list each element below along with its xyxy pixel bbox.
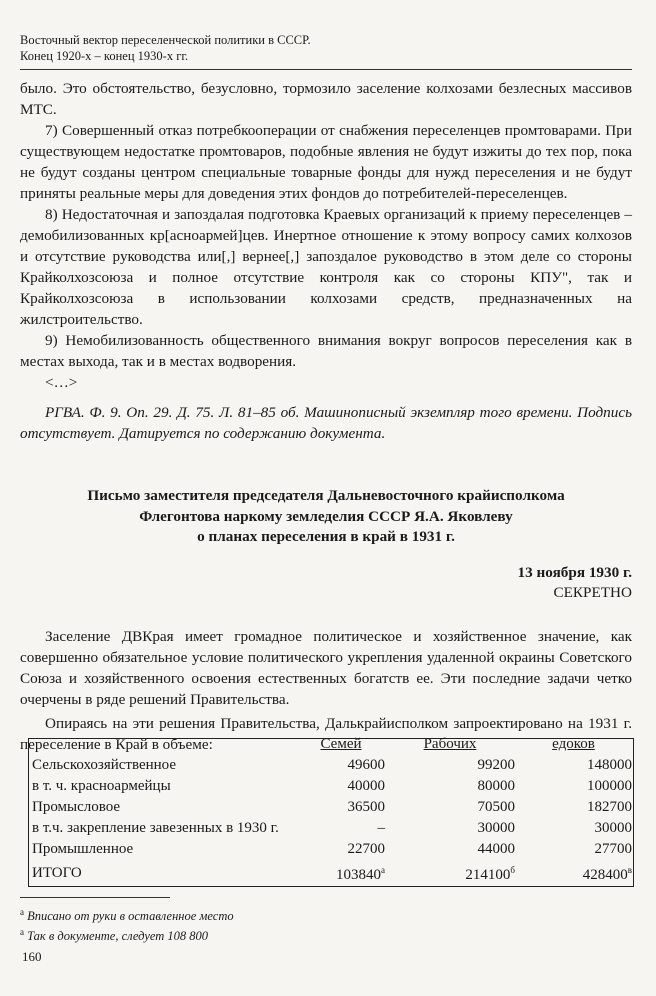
- header-line-1: Восточный вектор переселенческой политики в СССР.: [20, 33, 311, 47]
- row-label: Промысловое: [32, 799, 121, 815]
- cell-families: 36500: [347, 799, 385, 815]
- cell-workers: 30000: [477, 820, 515, 836]
- list-item-9: 9) Немобилизованность общественного внимания вокруг вопросов переселения как в местах выхода, так и в местах водворения.: [20, 332, 632, 370]
- letter-paragraph-2: Опираясь на эти решения Правительства, Далькрайисполком запроектировано на 1931 г. переселение в Край в объеме:: [20, 715, 632, 753]
- table-header-row: [32, 734, 632, 755]
- title-line-2: Флегонтова наркому земледелия СССР Я.А. Яковлеву: [139, 507, 513, 525]
- classification-mark: СЕКРЕТНО: [553, 584, 632, 601]
- ellipsis: <…>: [45, 374, 78, 391]
- archival-source: РГВА. Ф. 9. Оп. 29. Д. 75. Л. 81–85 об. Машинописный экземпляр того времени. Подпись отсутствует. Датируется по содержанию документа.: [20, 404, 632, 442]
- table-row: [32, 755, 632, 776]
- table-total-row: [32, 860, 632, 886]
- total-families: $103840^а$: [336, 865, 385, 883]
- total-label: ИТОГО: [32, 864, 82, 881]
- col-header-families: Семей: [320, 736, 362, 752]
- table-row: [32, 797, 632, 818]
- cell-workers: 80000: [477, 778, 515, 794]
- footnote: $^а$ Вписано от руки в оставленное место: [20, 907, 234, 924]
- col-header-workers: Рабочих: [423, 736, 477, 752]
- document-title: [20, 486, 632, 548]
- resettlement-table: [32, 734, 632, 886]
- page-number: 160: [22, 949, 42, 964]
- cell-eaters: 100000: [587, 778, 632, 794]
- table-row: [32, 818, 632, 839]
- letter-paragraph-1: Заселение ДВКрая имеет громадное политическое и хозяйственное значение, как совершенно обязательное условие политического укрепления удаленной окраины Советского Союза и хозяйственного освоения естественных богатств ее. Эти последние задачи четко очерчены в ряде решений Правительства.: [20, 628, 632, 708]
- header-rule: [20, 69, 632, 70]
- continuation-paragraph: было. Это обстоятельство, безусловно, тормозило заселение колхозами безлесных массивов МТС.: [20, 80, 632, 118]
- header-line-2: Конец 1920-х – конец 1930-х гг.: [20, 49, 189, 63]
- row-label: в т.ч. закрепление завезенных в 1930 г.: [32, 820, 279, 836]
- running-header: [20, 32, 311, 64]
- footnote-rule: [20, 897, 170, 898]
- document-date: 13 ноября 1930 г.: [517, 564, 632, 581]
- cell-eaters: 182700: [587, 799, 632, 815]
- footnotes: [20, 904, 234, 944]
- body-text-top: [20, 78, 632, 444]
- date-block: [518, 563, 632, 603]
- cell-workers: 99200: [477, 757, 515, 773]
- cell-eaters: 27700: [594, 841, 632, 857]
- row-label: Сельскохозяйственное: [32, 757, 177, 773]
- footnote: $^а$ Так в документе, следует 108 800: [20, 927, 209, 944]
- cell-workers: 44000: [477, 841, 515, 857]
- title-line-1: Письмо заместителя председателя Дальневосточного крайисполкома: [87, 487, 565, 504]
- row-label: в т. ч. красноармейцы: [32, 778, 171, 794]
- cell-eaters: 30000: [594, 820, 632, 836]
- list-item-7: 7) Совершенный отказ потребкооперации от снабжения переселенцев промтоварами. При существующем недостатке промтоваров, подобные явления не будут изжиты до тех пор, пока не будут созданы центром специальные товарные фонды для нужд переселения и не будут приняты реальные меры для доведения этих фондов до потребителей-переселенцев.: [20, 122, 632, 202]
- title-line-3: о планах переселения в край в 1931 г.: [197, 528, 455, 545]
- cell-families: 49600: [347, 757, 385, 773]
- cell-workers: 70500: [477, 799, 515, 815]
- cell-families: 40000: [347, 778, 385, 794]
- total-eaters: $428400^в$: [582, 865, 632, 883]
- cell-families: 22700: [347, 841, 385, 857]
- list-item-8: 8) Недостаточная и запоздалая подготовка Краевых организаций к приему переселенцев – демобилизованных кр[асноармей]цев. Инертное отношение к этому вопросу самих колхозов и отсутствие руководства или[,] вернее[,] запоздалое руководство в этом деле со стороны Крайколхозсоюза и полное отсутствие контроля как со стороны КПУ", так и Крайколхозсоюза в использовании колхозами средств, предназначенных на жилстроительство.: [20, 206, 632, 328]
- cell-eaters: 148000: [587, 757, 632, 773]
- col-header-eaters: едоков: [552, 736, 595, 752]
- row-label: Промышленное: [32, 841, 134, 857]
- table-row: [32, 839, 632, 860]
- cell-families: –: [377, 820, 385, 836]
- table-row: [32, 776, 632, 797]
- total-workers: $214100^б$: [465, 865, 515, 883]
